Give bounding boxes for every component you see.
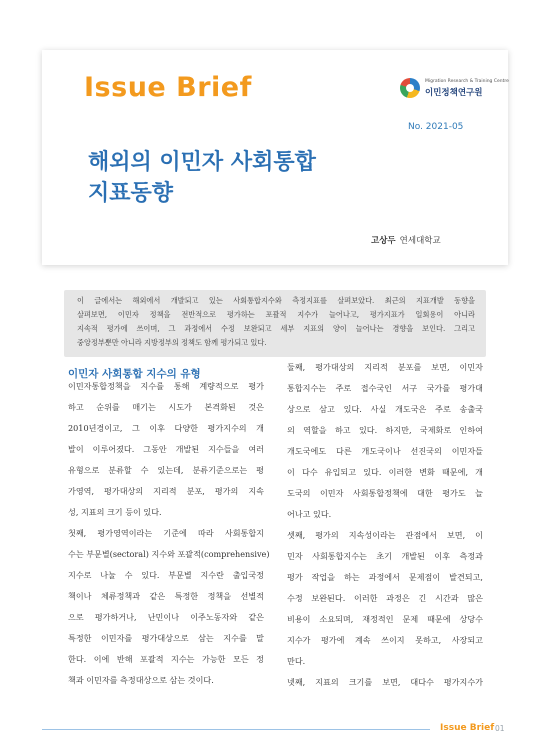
body-line: 성, 지표의 크기 등이 있다. [68,507,162,517]
institute-emblem-icon [400,78,420,98]
body-line: 비용이 소요되며, 재정적인 문제 때문에 상당수 [287,614,483,624]
footer-label: Issue Brief [440,723,495,733]
summary-line: 살펴보면, 이민자 정책을 전반적으로 평가하는 포괄적 지수가 늘어나고, 평가지표가 일회용이 아니라 [77,310,475,319]
body-line: 2010년경이고, 그 이후 다양한 평가지수의 개 [68,423,264,433]
body-line: 하고 순위를 매기는 시도가 본격화된 것은 [68,402,264,412]
body-line: 이민자통합정책을 지수를 통해 계량적으로 평가 [68,381,264,391]
left-column [68,380,270,685]
body-line: 지수가 평가에 계속 쓰이지 못하고, 사장되고 [287,635,483,645]
body-line: 책이나 체류정책과 같은 특정한 정책을 선별적 [68,591,264,601]
right-column [287,361,483,701]
body-line: 평가 작업을 하는 과정에서 문제점이 발견되고, [287,572,483,582]
footer-rule [42,729,430,730]
body-line: 수는 부문별(sectoral) 지수와 포괄적(comprehensive) [68,549,270,559]
summary-line: 이 글에서는 해외에서 개발되고 있는 사회통합지수와 측정지표를 살펴보았다. 최근의 지표개발 동향을 [77,296,475,305]
body-line: 첫째, 평가영역이라는 기준에 따라 사회통합지 [68,528,264,538]
author-affiliation: 연세대학교 [399,236,441,246]
title-line: 해외의 이민자 사회통합 [88,150,316,175]
body-line: 한다. 이에 반해 포괄적 지수는 가능한 모든 정 [68,654,264,664]
title-line: 지표동향 [88,181,174,206]
body-line: 만다. [287,656,306,666]
author-name: 고상두 [371,236,396,246]
body-line: 의 역할을 하고 있다. 하지만, 국제화로 인하여 [287,425,483,435]
body-line: 도국의 이민자 사회통합정책에 대한 평가도 늘 [287,488,483,498]
body-line: 수정 보완된다. 이러한 과정은 긴 시간과 많은 [287,593,483,603]
body-line: 지수로 나눌 수 있다. 부문별 지수란 출입국정 [68,570,264,580]
body-line: 책과 이민자를 측정대상으로 삼는 것이다. [68,675,214,685]
body-line: 유형으로 분류할 수 있는데, 분류기준으로는 평 [68,465,264,475]
body-line: 어나고 있다. [287,509,332,519]
institute-name: 이민정책연구원 [425,88,483,98]
body-line: 발이 이루어졌다. 그동안 개발된 지수들을 여러 [68,444,264,454]
institute-logo [400,76,509,102]
body-line: 이 다수 유입되고 있다. 이러한 변화 때문에, 개 [287,467,483,477]
body-line: 개도국에도 다른 개도국이나 선진국의 이민자들 [287,446,483,456]
body-line: 가영역, 평가대상의 지리적 분포, 평가의 지속 [68,486,264,496]
body-line: 특정한 이민자를 평가대상으로 삼는 지수를 말 [68,633,264,643]
summary-box [64,290,486,357]
summary-line: 중앙정부뿐만 아니라 지방정부의 정책도 함께 평가되고 있다. [77,338,267,347]
document-title [88,147,408,209]
issue-number: No. 2021-05 [408,122,464,132]
body-line: 둘째, 평가대상의 지리적 분포를 보면, 이민자 [287,362,483,372]
body-line: 상으로 삼고 있다. 사실 개도국은 주로 송출국 [287,404,483,414]
body-line: 통합지수는 주로 접수국인 서구 국가를 평가대 [287,383,483,393]
issue-brief-logo: Issue Brief [84,72,252,103]
body-line: 셋째, 평가의 지속성이라는 관점에서 보면, 이 [287,530,483,540]
author-byline [371,234,441,246]
body-line: 민자 사회통합지수는 초기 개발된 이후 측정과 [287,551,483,561]
section-heading: 이민자 사회통합 지수의 유형 [68,368,201,380]
institute-english-name: Migration Research & Training Centre [425,79,509,84]
page-number: 01 [495,724,505,733]
summary-line: 지속적 평가에 쓰이며, 그 과정에서 수정 보완되고 세부 지표의 양이 늘어나는 경향을 보인다. 그리고 [77,324,475,333]
body-line: 넷째, 지표의 크기를 보면, 대다수 평가지수가 [287,677,483,687]
body-line: 으로 평가하거나, 난민이나 이주노동자와 같은 [68,612,264,622]
